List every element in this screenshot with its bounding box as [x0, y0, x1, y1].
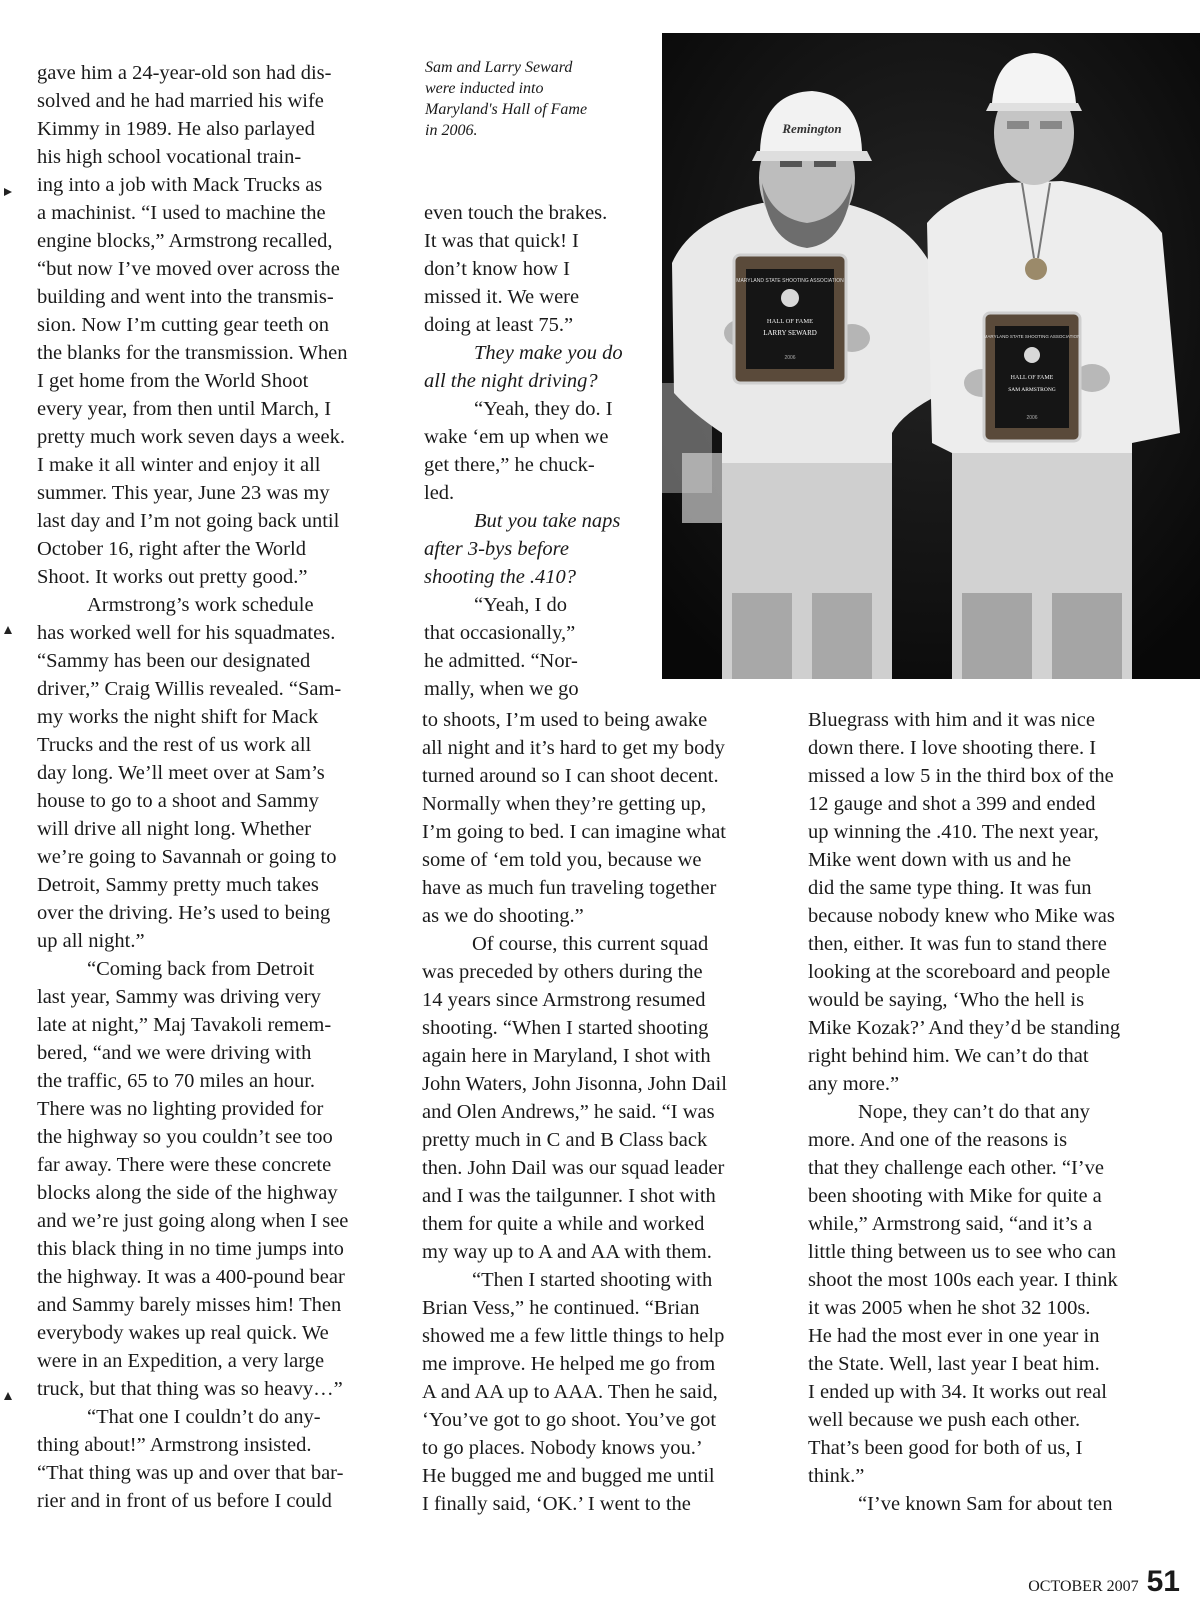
article-column-2-top [424, 199, 644, 703]
text-line: some of ‘em told you, because we [422, 849, 702, 871]
text-line: showed me a few little things to help [422, 1325, 725, 1347]
text-line: did the same type thing. It was fun [808, 877, 1092, 899]
text-line: more. And one of the reasons is [808, 1129, 1068, 1151]
text-line: Of course, this current squad [472, 933, 709, 955]
text-line: pretty much in C and B Class back [422, 1129, 708, 1151]
svg-text:LARRY SEWARD: LARRY SEWARD [763, 329, 817, 337]
text-line: “Sammy has been our designated [37, 650, 311, 672]
text-line: thing about!” Armstrong insisted. [37, 1434, 312, 1456]
text-line: engine blocks,” Armstrong recalled, [37, 230, 333, 252]
text-line: up winning the .410. The next year, [808, 821, 1099, 843]
text-line: get there,” he chuck- [424, 454, 595, 476]
text-line: that occasionally,” [424, 622, 576, 644]
text-line: solved and he had married his wife [37, 90, 324, 112]
hall-of-fame-photo [662, 33, 1200, 679]
text-line: He bugged me and bugged me until [422, 1465, 715, 1487]
text-line: this black thing in no time jumps into [37, 1238, 344, 1260]
text-line: any more.” [808, 1073, 900, 1095]
text-line: all night and it’s hard to get my body [422, 737, 725, 759]
text-line: John Waters, John Jisonna, John Dail [422, 1073, 727, 1095]
text-line: even touch the brakes. [424, 202, 608, 224]
text-line: Brian Vess,” he continued. “Brian [422, 1297, 700, 1319]
text-line: were in an Expedition, a very large [37, 1350, 325, 1372]
text-line: last day and I’m not going back until [37, 510, 340, 532]
caption-line: Maryland's Hall of Fame [425, 101, 588, 118]
text-line: There was no lighting provided for [37, 1098, 324, 1120]
text-line: because nobody knew who Mike was [808, 905, 1115, 927]
text-line: the traffic, 65 to 70 miles an hour. [37, 1070, 316, 1092]
text-line: shoot the most 100s each year. I think [808, 1269, 1118, 1291]
text-line: been shooting with Mike for quite a [808, 1185, 1102, 1207]
text-line: and I was the tailgunner. I shot with [422, 1185, 716, 1207]
text-line: the highway so you couldn’t see too [37, 1126, 333, 1148]
margin-arrow-icon [4, 1392, 12, 1400]
svg-text:MARYLAND STATE SHOOTING ASSOCI: MARYLAND STATE SHOOTING ASSOCIATION [983, 334, 1081, 339]
text-line: then. John Dail was our squad leader [422, 1157, 725, 1179]
text-line: far away. There were these concrete [37, 1154, 332, 1176]
text-line: Bluegrass with him and it was nice [808, 709, 1095, 731]
text-line: think.” [808, 1465, 865, 1487]
text-line: a machinist. “I used to machine the [37, 202, 326, 224]
text-line: me improve. He helped me go from [422, 1353, 716, 1375]
text-line: that they challenge each other. “I’ve [808, 1157, 1104, 1179]
text-line: well because we push each other. [808, 1409, 1081, 1431]
text-line: summer. This year, June 23 was my [37, 482, 330, 504]
text-line: day long. We’ll meet over at Sam’s [37, 762, 325, 784]
text-line: “Yeah, they do. I [474, 398, 613, 420]
text-line: Nope, they can’t do that any [858, 1101, 1090, 1123]
text-line: “That one I couldn’t do any- [87, 1406, 321, 1428]
text-line: don’t know how I [424, 258, 570, 280]
photo-illustration [662, 33, 1200, 679]
issue-date: OCTOBER 2007 [1028, 1578, 1139, 1595]
text-line: and Olen Andrews,” he said. “I was [422, 1101, 715, 1123]
page-footer [1028, 1565, 1180, 1599]
text-line: little thing between us to see who can [808, 1241, 1116, 1263]
text-line: That’s been good for both of us, I [808, 1437, 1083, 1459]
text-line: It was that quick! I [424, 230, 579, 252]
cap-logo-text: Remington [782, 121, 842, 136]
text-line: and we’re just going along when I see [37, 1210, 349, 1232]
text-line: we’re going to Savannah or going to [37, 846, 337, 868]
plaque-left [734, 255, 846, 383]
article-column-2-bottom [422, 706, 782, 1518]
text-line: again here in Maryland, I shot with [422, 1045, 711, 1067]
text-line: late at night,” Maj Tavakoli remem- [37, 1014, 332, 1036]
text-line: “I’ve known Sam for about ten [858, 1493, 1113, 1515]
text-line: Kimmy in 1989. He also parlayed [37, 118, 315, 140]
text-line: shooting the .410? [424, 566, 577, 588]
caption-line: in 2006. [425, 122, 478, 139]
text-line: to go places. Nobody knows you.’ [422, 1437, 703, 1459]
text-line: missed it. We were [424, 286, 580, 308]
text-line: “but now I’ve moved over across the [37, 258, 340, 280]
text-line: led. [424, 482, 455, 504]
text-line: “Yeah, I do [474, 594, 568, 616]
text-line: the State. Well, last year I beat him. [808, 1353, 1100, 1375]
text-line: have as much fun traveling together [422, 877, 717, 899]
svg-text:SAM ARMSTRONG: SAM ARMSTRONG [1008, 387, 1056, 393]
margin-arrow-icon [4, 626, 12, 634]
text-line: rier and in front of us before I could [37, 1490, 332, 1512]
text-line: he admitted. “Nor- [424, 650, 578, 672]
text-line: Detroit, Sammy pretty much takes [37, 874, 319, 896]
text-line: was preceded by others during the [422, 961, 703, 983]
margin-arrow-icon [4, 188, 12, 196]
text-line: down there. I love shooting there. I [808, 737, 1097, 759]
text-line: as we do shooting.” [422, 905, 584, 927]
text-line: has worked well for his squadmates. [37, 622, 336, 644]
svg-text:MARYLAND STATE SHOOTING ASSOCI: MARYLAND STATE SHOOTING ASSOCIATION [736, 278, 844, 284]
text-line: every year, from then until March, I [37, 398, 332, 420]
text-line: Mike went down with us and he [808, 849, 1072, 871]
text-line: I ended up with 34. It works out real [808, 1381, 1107, 1403]
text-line: 14 years since Armstrong resumed [422, 989, 706, 1011]
text-line: house to go to a shoot and Sammy [37, 790, 319, 812]
text-line: “Coming back from Detroit [87, 958, 315, 980]
text-line: 12 gauge and shot a 399 and ended [808, 793, 1096, 815]
text-line: shooting. “When I started shooting [422, 1017, 709, 1039]
text-line: over the driving. He’s used to being [37, 902, 331, 924]
text-line: looking at the scoreboard and people [808, 961, 1111, 983]
page-number: 51 [1146, 1565, 1180, 1598]
text-line: sion. Now I’m cutting gear teeth on [37, 314, 330, 336]
text-line: all the night driving? [424, 370, 598, 392]
text-line: to shoots, I’m used to being awake [422, 709, 708, 731]
caption-line: were inducted into [425, 80, 544, 97]
text-line: missed a low 5 in the third box of the [808, 765, 1114, 787]
text-line: pretty much work seven days a week. [37, 426, 345, 448]
text-line: up all night.” [37, 930, 145, 952]
text-line: will drive all night long. Whether [37, 818, 312, 840]
text-line: He had the most ever in one year in [808, 1325, 1100, 1347]
text-line: I make it all winter and enjoy it all [37, 454, 321, 476]
text-line: last year, Sammy was driving very [37, 986, 321, 1008]
text-line: building and went into the transmis- [37, 286, 334, 308]
text-line: Shoot. It works out pretty good.” [37, 566, 308, 588]
text-line: then, either. It was fun to stand there [808, 933, 1107, 955]
text-line: I’m going to bed. I can imagine what [422, 821, 726, 843]
svg-text:HALL OF FAME: HALL OF FAME [1010, 375, 1054, 381]
text-line: ‘You’ve got to go shoot. You’ve got [422, 1409, 717, 1431]
text-line: doing at least 75.” [424, 314, 574, 336]
text-line: his high school vocational train- [37, 146, 302, 168]
text-line: I finally said, ‘OK.’ I went to the [422, 1493, 691, 1515]
text-line: after 3-bys before [424, 538, 569, 560]
text-line: “That thing was up and over that bar- [37, 1462, 344, 1484]
text-line: mally, when we go [424, 678, 579, 700]
text-line: Armstrong’s work schedule [87, 594, 314, 616]
text-line: But you take naps [474, 510, 621, 532]
caption-line: Sam and Larry Seward [425, 59, 573, 76]
text-line: them for quite a while and worked [422, 1213, 705, 1235]
text-line: Mike Kozak?’ And they’d be standing [808, 1017, 1121, 1039]
svg-text:HALL OF FAME: HALL OF FAME [766, 318, 814, 325]
text-line: A and AA up to AAA. Then he said, [422, 1381, 718, 1403]
svg-text:2006: 2006 [784, 355, 796, 361]
text-line: my works the night shift for Mack [37, 706, 319, 728]
article-column-1 [37, 59, 407, 1515]
text-line: right behind him. We can’t do that [808, 1045, 1089, 1067]
text-line: bered, “and we were driving with [37, 1042, 312, 1064]
text-line: Trucks and the rest of us work all [37, 734, 312, 756]
text-line: everybody wakes up real quick. We [37, 1322, 329, 1344]
article-column-3 [808, 706, 1170, 1518]
text-line: They make you do [474, 342, 623, 364]
photo-caption [425, 57, 640, 141]
text-line: and Sammy barely misses him! Then [37, 1294, 342, 1316]
text-line: would be saying, ‘Who the hell is [808, 989, 1085, 1011]
text-line: while,” Armstrong said, “and it’s a [808, 1213, 1093, 1235]
text-line: the blanks for the transmission. When [37, 342, 348, 364]
text-line: driver,” Craig Willis revealed. “Sam- [37, 678, 342, 700]
text-line: my way up to A and AA with them. [422, 1241, 712, 1263]
text-line: the highway. It was a 400-pound bear [37, 1266, 345, 1288]
text-line: gave him a 24-year-old son had dis- [37, 62, 332, 84]
svg-text:2006: 2006 [1026, 415, 1038, 421]
plaque-right [984, 313, 1081, 441]
text-line: blocks along the side of the highway [37, 1182, 338, 1204]
text-line: turned around so I can shoot decent. [422, 765, 719, 787]
text-line: wake ‘em up when we [424, 426, 609, 448]
text-line: October 16, right after the World [37, 538, 306, 560]
text-line: I get home from the World Shoot [37, 370, 309, 392]
text-line: it was 2005 when he shot 32 100s. [808, 1297, 1091, 1319]
text-line: truck, but that thing was so heavy…” [37, 1378, 343, 1400]
text-line: ing into a job with Mack Trucks as [37, 174, 323, 196]
text-line: “Then I started shooting with [472, 1269, 713, 1291]
text-line: Normally when they’re getting up, [422, 793, 707, 815]
